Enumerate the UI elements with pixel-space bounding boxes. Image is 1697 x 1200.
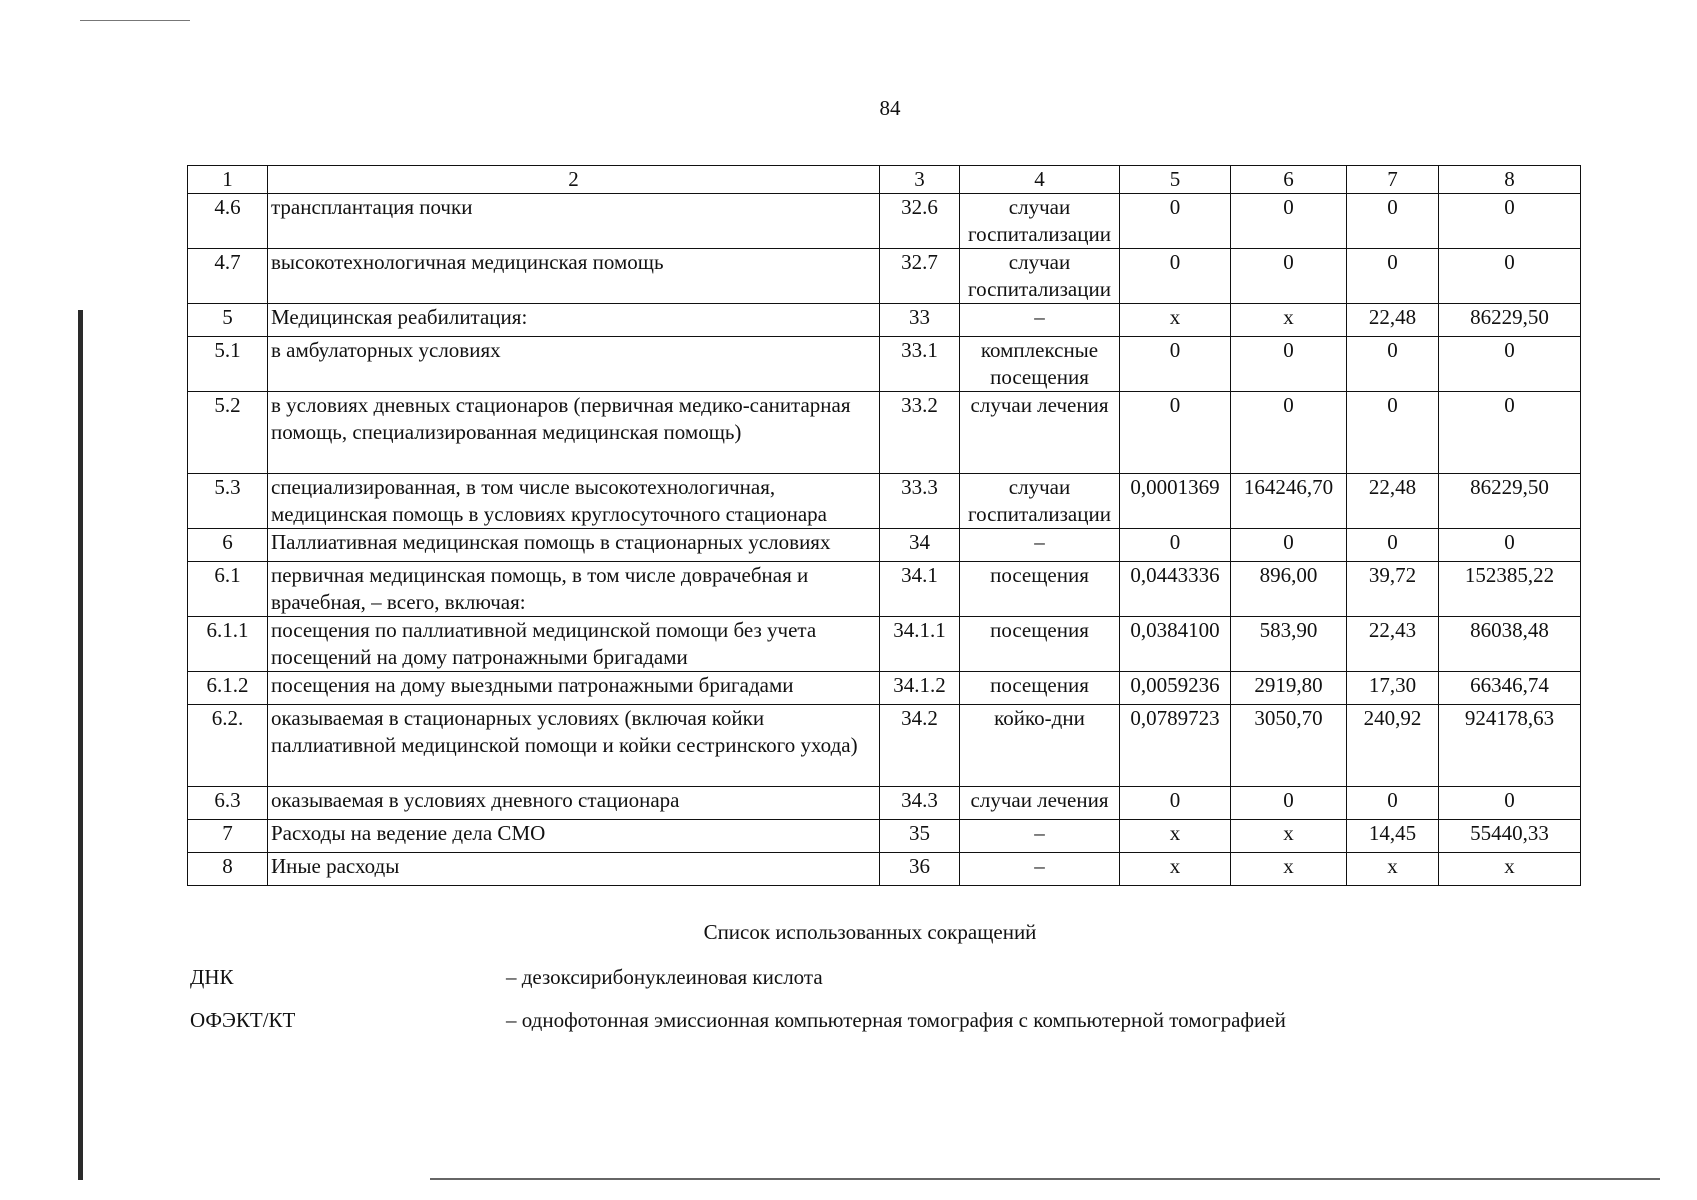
row-col8: 0 bbox=[1439, 529, 1581, 562]
row-col5: х bbox=[1120, 304, 1231, 337]
row-number: 7 bbox=[188, 820, 268, 853]
row-col5: 0,0384100 bbox=[1120, 617, 1231, 672]
row-col8: 55440,33 bbox=[1439, 820, 1581, 853]
row-col5: 0 bbox=[1120, 529, 1231, 562]
row-code: 33.3 bbox=[880, 474, 960, 529]
row-unit: случаи госпитализации bbox=[960, 194, 1120, 249]
row-col6: 0 bbox=[1231, 787, 1347, 820]
header-cell: 1 bbox=[188, 166, 268, 194]
scan-edge-line-top bbox=[80, 20, 190, 21]
header-cell: 2 bbox=[268, 166, 880, 194]
row-col6: 0 bbox=[1231, 529, 1347, 562]
header-cell: 7 bbox=[1347, 166, 1439, 194]
table-row bbox=[188, 392, 1581, 474]
row-col8: 0 bbox=[1439, 787, 1581, 820]
row-description: оказываемая в условиях дневного стационара bbox=[268, 787, 880, 820]
row-unit: посещения bbox=[960, 672, 1120, 705]
table-row bbox=[188, 672, 1581, 705]
row-unit: – bbox=[960, 820, 1120, 853]
row-description: высокотехнологичная медицинская помощь bbox=[268, 249, 880, 304]
row-col6: 2919,80 bbox=[1231, 672, 1347, 705]
table-row bbox=[188, 474, 1581, 529]
row-unit: – bbox=[960, 304, 1120, 337]
table-row bbox=[188, 249, 1581, 304]
table-row bbox=[188, 337, 1581, 392]
header-cell: 5 bbox=[1120, 166, 1231, 194]
table-row bbox=[188, 529, 1581, 562]
table-row bbox=[188, 820, 1581, 853]
row-code: 34.1.1 bbox=[880, 617, 960, 672]
row-col5: 0,0059236 bbox=[1120, 672, 1231, 705]
row-col8: 0 bbox=[1439, 392, 1581, 474]
row-description: Иные расходы bbox=[268, 853, 880, 886]
row-unit: случаи лечения bbox=[960, 787, 1120, 820]
row-description: оказываемая в стационарных условиях (включая койки паллиативной медицинской помощи и койки сестринского ухода) bbox=[268, 705, 880, 787]
header-cell: 6 bbox=[1231, 166, 1347, 194]
data-table bbox=[187, 165, 1581, 886]
row-col8: 0 bbox=[1439, 249, 1581, 304]
row-description: посещения по паллиативной медицинской помощи без учета посещений на дому патронажными бригадами bbox=[268, 617, 880, 672]
row-number: 4.6 bbox=[188, 194, 268, 249]
header-cell: 8 bbox=[1439, 166, 1581, 194]
header-cell: 4 bbox=[960, 166, 1120, 194]
row-col6: 164246,70 bbox=[1231, 474, 1347, 529]
row-description: в условиях дневных стационаров (первичная медико-санитарная помощь, специализированная медицинская помощь) bbox=[268, 392, 880, 474]
row-col6: 0 bbox=[1231, 249, 1347, 304]
row-number: 5.1 bbox=[188, 337, 268, 392]
abbreviation-term: ДНК bbox=[190, 965, 234, 989]
table-row bbox=[188, 194, 1581, 249]
row-code: 32.6 bbox=[880, 194, 960, 249]
row-code: 34.1 bbox=[880, 562, 960, 617]
row-col6: 0 bbox=[1231, 392, 1347, 474]
row-unit: посещения bbox=[960, 562, 1120, 617]
row-col6: 896,00 bbox=[1231, 562, 1347, 617]
row-code: 32.7 bbox=[880, 249, 960, 304]
row-col8: 66346,74 bbox=[1439, 672, 1581, 705]
row-col5: х bbox=[1120, 820, 1231, 853]
row-unit: комплексные посещения bbox=[960, 337, 1120, 392]
row-col7: 0 bbox=[1347, 787, 1439, 820]
row-col7: 39,72 bbox=[1347, 562, 1439, 617]
row-col5: 0 bbox=[1120, 337, 1231, 392]
row-col5: 0,0001369 bbox=[1120, 474, 1231, 529]
row-col8: х bbox=[1439, 853, 1581, 886]
page-number: 84 bbox=[879, 96, 901, 120]
row-number: 6.2. bbox=[188, 705, 268, 787]
row-col6: 3050,70 bbox=[1231, 705, 1347, 787]
table-row bbox=[188, 853, 1581, 886]
row-code: 34.1.2 bbox=[880, 672, 960, 705]
row-col6: 0 bbox=[1231, 337, 1347, 392]
row-unit: случаи лечения bbox=[960, 392, 1120, 474]
row-unit: случаи госпитализации bbox=[960, 249, 1120, 304]
row-description: первичная медицинская помощь, в том числе доврачебная и врачебная, – всего, включая: bbox=[268, 562, 880, 617]
row-col6: х bbox=[1231, 304, 1347, 337]
row-col6: х bbox=[1231, 853, 1347, 886]
abbreviations-title: Список использованных сокращений bbox=[703, 920, 1037, 944]
row-col6: 583,90 bbox=[1231, 617, 1347, 672]
row-col8: 86229,50 bbox=[1439, 474, 1581, 529]
row-col7: 14,45 bbox=[1347, 820, 1439, 853]
row-number: 6.1.1 bbox=[188, 617, 268, 672]
row-code: 34.3 bbox=[880, 787, 960, 820]
row-description: специализированная, в том числе высокотехнологичная, медицинская помощь в условиях круглосуточного стационара bbox=[268, 474, 880, 529]
table-row bbox=[188, 304, 1581, 337]
table-row bbox=[188, 705, 1581, 787]
row-col7: 240,92 bbox=[1347, 705, 1439, 787]
row-col8: 86229,50 bbox=[1439, 304, 1581, 337]
scan-edge-line-bottom bbox=[430, 1178, 1660, 1180]
scan-edge-bar-left bbox=[78, 310, 83, 1180]
row-col7: 22,48 bbox=[1347, 474, 1439, 529]
row-number: 4.7 bbox=[188, 249, 268, 304]
row-number: 5.3 bbox=[188, 474, 268, 529]
row-code: 33.1 bbox=[880, 337, 960, 392]
row-col8: 0 bbox=[1439, 337, 1581, 392]
row-col8: 152385,22 bbox=[1439, 562, 1581, 617]
row-code: 35 bbox=[880, 820, 960, 853]
row-col7: 22,43 bbox=[1347, 617, 1439, 672]
row-unit: – bbox=[960, 529, 1120, 562]
row-description: в амбулаторных условиях bbox=[268, 337, 880, 392]
row-col8: 86038,48 bbox=[1439, 617, 1581, 672]
row-code: 33.2 bbox=[880, 392, 960, 474]
row-col7: х bbox=[1347, 853, 1439, 886]
row-number: 5 bbox=[188, 304, 268, 337]
row-number: 6.3 bbox=[188, 787, 268, 820]
abbreviation-definition: – дезоксирибонуклеиновая кислота bbox=[506, 965, 823, 989]
row-col5: 0,0789723 bbox=[1120, 705, 1231, 787]
row-col7: 0 bbox=[1347, 194, 1439, 249]
row-code: 33 bbox=[880, 304, 960, 337]
row-col5: 0,0443336 bbox=[1120, 562, 1231, 617]
table-body bbox=[188, 166, 1581, 886]
row-description: посещения на дому выездными патронажными бригадами bbox=[268, 672, 880, 705]
row-unit: случаи госпитализации bbox=[960, 474, 1120, 529]
row-col5: 0 bbox=[1120, 194, 1231, 249]
row-col5: х bbox=[1120, 853, 1231, 886]
row-col7: 0 bbox=[1347, 392, 1439, 474]
row-col7: 0 bbox=[1347, 249, 1439, 304]
row-unit: посещения bbox=[960, 617, 1120, 672]
row-unit: койко-дни bbox=[960, 705, 1120, 787]
row-number: 8 bbox=[188, 853, 268, 886]
row-code: 34.2 bbox=[880, 705, 960, 787]
row-col7: 17,30 bbox=[1347, 672, 1439, 705]
abbreviation-term: ОФЭКТ/КТ bbox=[190, 1008, 296, 1032]
row-unit: – bbox=[960, 853, 1120, 886]
row-col8: 924178,63 bbox=[1439, 705, 1581, 787]
row-col6: 0 bbox=[1231, 194, 1347, 249]
row-code: 34 bbox=[880, 529, 960, 562]
row-col5: 0 bbox=[1120, 392, 1231, 474]
table-row bbox=[188, 787, 1581, 820]
row-number: 6.1.2 bbox=[188, 672, 268, 705]
table-row bbox=[188, 562, 1581, 617]
row-description: Паллиативная медицинская помощь в стационарных условиях bbox=[268, 529, 880, 562]
row-col7: 0 bbox=[1347, 337, 1439, 392]
row-description: Расходы на ведение дела СМО bbox=[268, 820, 880, 853]
row-number: 6 bbox=[188, 529, 268, 562]
row-number: 6.1 bbox=[188, 562, 268, 617]
row-code: 36 bbox=[880, 853, 960, 886]
row-col5: 0 bbox=[1120, 787, 1231, 820]
row-col8: 0 bbox=[1439, 194, 1581, 249]
row-col7: 0 bbox=[1347, 529, 1439, 562]
table-header-row bbox=[188, 166, 1581, 194]
row-description: трансплантация почки bbox=[268, 194, 880, 249]
table-row bbox=[188, 617, 1581, 672]
abbreviation-definition: – однофотонная эмиссионная компьютерная томография с компьютерной томографией bbox=[506, 1008, 1286, 1032]
row-col5: 0 bbox=[1120, 249, 1231, 304]
header-cell: 3 bbox=[880, 166, 960, 194]
row-description: Медицинская реабилитация: bbox=[268, 304, 880, 337]
row-col7: 22,48 bbox=[1347, 304, 1439, 337]
row-col6: х bbox=[1231, 820, 1347, 853]
row-number: 5.2 bbox=[188, 392, 268, 474]
